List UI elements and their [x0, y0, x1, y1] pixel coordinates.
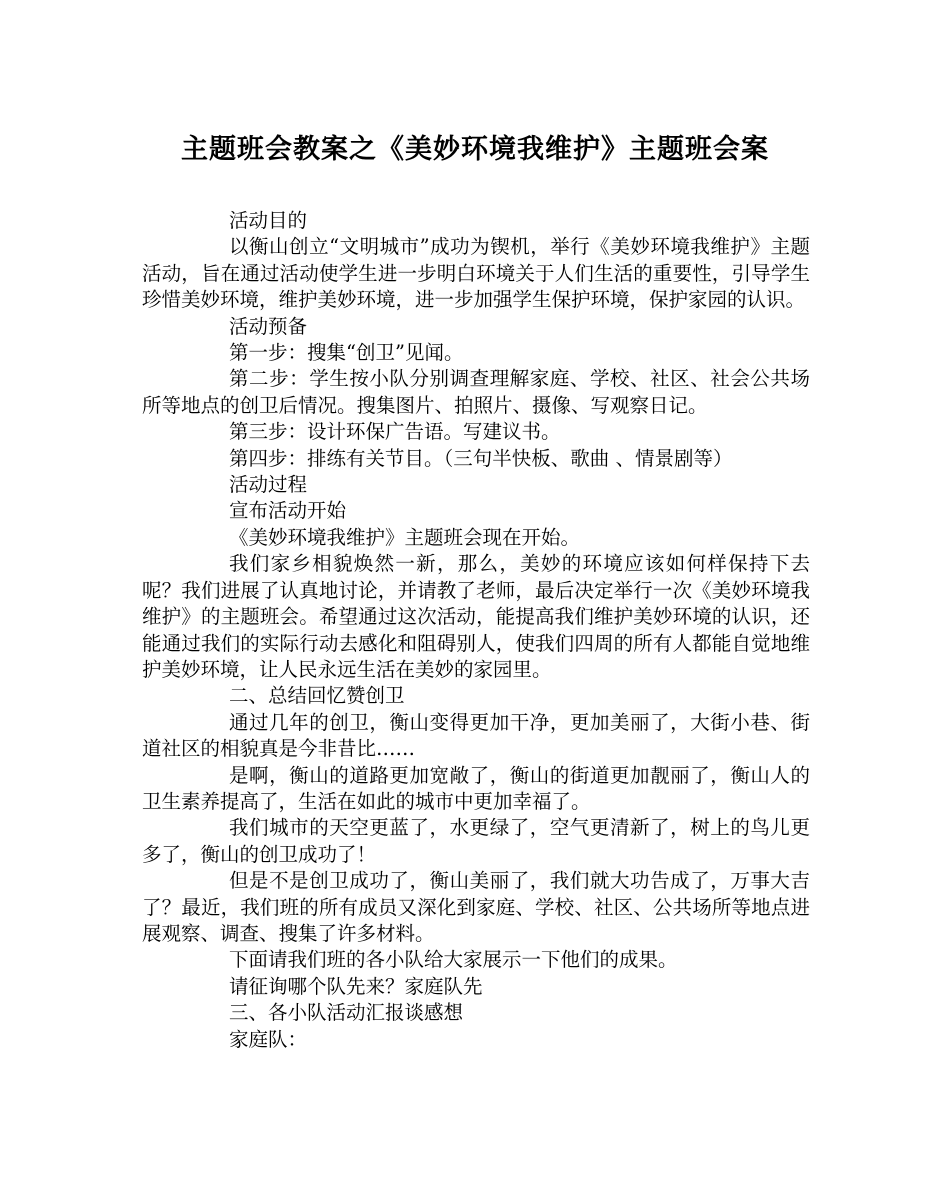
section-heading-process: 活动过程 [229, 473, 308, 497]
paragraph: 我们城市的天空更蓝了，水更绿了，空气更清新了，树上的鸟儿更多了，衡山的创卫成功了！ [142, 816, 810, 866]
paragraph: 以衡山创立“文明城市”成功为锲机，举行《美妙环境我维护》主题活动，旨在通过活动使学生进一步明白环境关于人们生活的重要性，引导学生珍惜美妙环境，维护美妙环境，进一步加强学生保护环境，保护家园的认识。 [142, 235, 810, 312]
paragraph: 但是不是创卫成功了，衡山美丽了，我们就大功告成了，万事大吉了？最近，我们班的所有成员又深化到家庭、学校、社区、公共场所等地点进展观察、调查、搜集了许多材料。 [142, 869, 810, 945]
paragraph: 家庭队： [229, 1027, 308, 1051]
paragraph: 第一步：搜集“创卫”见闻。 [229, 341, 464, 365]
section-heading-review: 二、总结回忆赞创卫 [229, 684, 405, 708]
paragraph: 宣布活动开始 [229, 499, 347, 523]
document-title: 主题班会教案之《美妙环境我维护》主题班会案 [181, 134, 769, 165]
section-heading-preparation: 活动预备 [229, 314, 308, 338]
document-body [142, 208, 810, 1053]
paragraph: 通过几年的创卫，衡山变得更加干净，更加美丽了，大街小巷、街道社区的相貌真是今非昔比…… [142, 710, 810, 761]
section-heading-report: 三、各小队活动汇报谈感想 [229, 1001, 464, 1025]
paragraph: 我们家乡相貌焕然一新，那么，美妙的环境应该如何样保持下去呢？我们进展了认真地讨论，并请教了老师，最后决定举行一次《美妙环境我维护》的主题班会。希望通过这次活动，能提高我们维护美妙环境的认识，还能通过我们的实际行动去感化和阻碍别人，使我们四周的所有人都能自觉地维护美妙环境，让人民永远生活在美妙的家园里。 [142, 552, 810, 681]
paragraph: 《美妙环境我维护》主题班会现在开始。 [229, 525, 581, 549]
paragraph: 请征询哪个队先来？家庭队先 [229, 974, 483, 998]
paragraph: 第四步：排练有关节目。（三句半快板、歌曲 、情景剧等） [229, 446, 733, 470]
section-heading-purpose: 活动目的 [229, 209, 308, 232]
paragraph: 是啊，衡山的道路更加宽敞了，衡山的街道更加靓丽了，衡山人的卫生素养提高了，生活在如此的城市中更加幸福了。 [142, 763, 810, 813]
paragraph: 第二步：学生按小队分别调查理解家庭、学校、社区、社会公共场所等地点的创卫后情况。搜集图片、拍照片、摄像、写观察日记。 [142, 367, 810, 417]
paragraph: 下面请我们班的各小队给大家展示一下他们的成果。 [229, 948, 678, 972]
paragraph: 第三步：设计环保广告语。写建议书。 [229, 420, 561, 444]
